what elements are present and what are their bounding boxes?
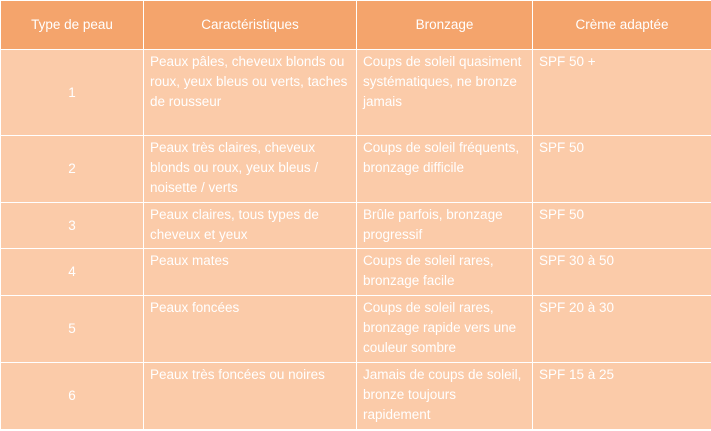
cell-creme: SPF 20 à 30: [533, 296, 711, 363]
cell-caracteristiques: Peaux foncées: [144, 296, 357, 363]
cell-creme: SPF 30 à 50: [533, 249, 711, 296]
cell-bronzage: Brûle parfois, bronzage progressif: [357, 203, 533, 249]
table-row: [1, 136, 711, 203]
cell-caracteristiques: Peaux mates: [144, 249, 357, 296]
cell-bronzage: Coups de soleil quasiment systématiques, ne bronze jamais: [357, 50, 533, 136]
cell-creme: SPF 50: [533, 203, 711, 249]
table-row: [1, 203, 711, 249]
cell-bronzage: Coups de soleil fréquents, bronzage difficile: [357, 136, 533, 203]
table-row: [1, 363, 711, 430]
cell-caracteristiques: Peaux très foncées ou noires: [144, 363, 357, 430]
cell-type: 2: [1, 136, 144, 203]
cell-type: 6: [1, 363, 144, 430]
cell-caracteristiques: Peaux très claires, cheveux blonds ou roux, yeux bleus / noisette / verts: [144, 136, 357, 203]
header-bronzage: Bronzage: [357, 1, 533, 50]
cell-creme: SPF 15 à 25: [533, 363, 711, 430]
cell-type: 1: [1, 50, 144, 136]
cell-caracteristiques: Peaux pâles, cheveux blonds ou roux, yeux bleus ou verts, taches de rousseur: [144, 50, 357, 136]
cell-type: 3: [1, 203, 144, 249]
cell-bronzage: Jamais de coups de soleil, bronze toujours rapidement: [357, 363, 533, 430]
cell-creme: SPF 50 +: [533, 50, 711, 136]
header-type-de-peau: Type de peau: [1, 1, 144, 50]
table-row: [1, 50, 711, 136]
header-creme-adaptee: Crème adaptée: [533, 1, 711, 50]
cell-type: 5: [1, 296, 144, 363]
table-row: [1, 296, 711, 363]
header-caracteristiques: Caractéristiques: [144, 1, 357, 50]
cell-bronzage: Coups de soleil rares, bronzage rapide vers une couleur sombre: [357, 296, 533, 363]
table-row: [1, 249, 711, 296]
cell-type: 4: [1, 249, 144, 296]
cell-caracteristiques: Peaux claires, tous types de cheveux et yeux: [144, 203, 357, 249]
cell-creme: SPF 50: [533, 136, 711, 203]
header-row: [1, 1, 711, 50]
cell-bronzage: Coups de soleil rares, bronzage facile: [357, 249, 533, 296]
